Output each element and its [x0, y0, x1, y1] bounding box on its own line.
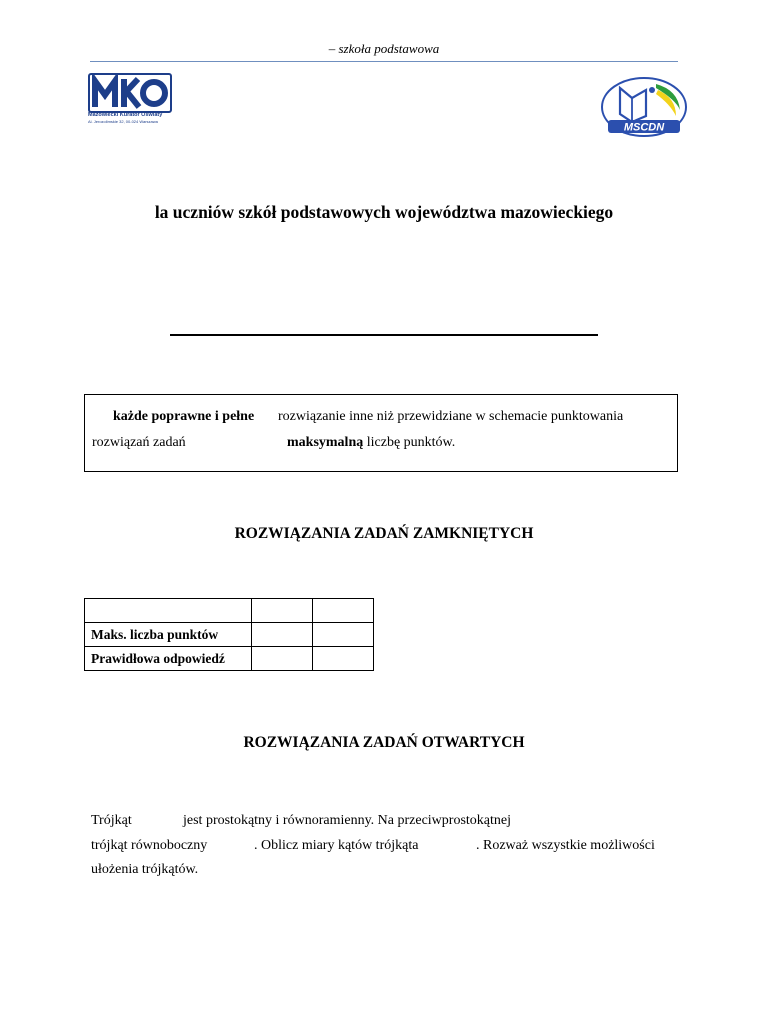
mscdn-logo [600, 76, 688, 138]
table-cell [252, 599, 313, 623]
section-open-heading: ROZWIĄZANIA ZADAŃ OTWARTYCH [243, 734, 525, 751]
table-cell [313, 647, 374, 671]
task-line2-start: trójkąt równoboczny [91, 838, 208, 853]
note-line2-rest: liczbę punktów. [366, 435, 456, 450]
table-cell: Maks. liczba punktów [85, 623, 252, 647]
task-line2-mid: . Oblicz miary kątów trójkąta [254, 838, 419, 853]
table-row [85, 599, 374, 623]
task-line1-rest: jest prostokątny i równoramienny. Na przeciwprostokątnej [183, 813, 512, 828]
note-line2-end [287, 435, 455, 451]
table-cell [313, 623, 374, 647]
page-header-subtitle: – szkoła podstawowa [328, 41, 440, 56]
table-cell [313, 599, 374, 623]
scoring-note-box [84, 394, 678, 472]
header-rule [90, 61, 678, 62]
table-cell [252, 647, 313, 671]
task-line3: ułożenia trójkątów. [91, 862, 199, 877]
table-row [85, 623, 374, 647]
note-line2-bold: maksymalną [287, 435, 364, 450]
task-line1-start: Trójkąt [91, 813, 132, 828]
task-line2-end: . Rozważ wszystkie możliwości [476, 838, 655, 853]
mko-address: Al. Jerozolimskie 32, 00-024 Warszawa [88, 119, 158, 124]
mscdn-logo-text: MSCDN [623, 121, 665, 134]
table-cell [252, 623, 313, 647]
note-line1-text: rozwiązanie inne niż przewidziane w schemacie punktowania [278, 409, 624, 424]
mko-caption: Mazowiecki Kurator Oświaty [88, 112, 163, 118]
note-line2-start: rozwiązań zadań [92, 435, 186, 450]
answers-table [84, 598, 374, 671]
note-line1-bold: każde poprawne i pełne [113, 409, 255, 424]
table-cell: Prawidłowa odpowiedź [85, 647, 252, 671]
section-closed-heading: ROZWIĄZANIA ZADAŃ ZAMKNIĘTYCH [234, 525, 534, 542]
document-title: la uczniów szkół podstawowych województwa mazowieckiego [154, 202, 614, 222]
blank-underline [170, 334, 598, 336]
table-cell [85, 599, 252, 623]
table-row [85, 647, 374, 671]
